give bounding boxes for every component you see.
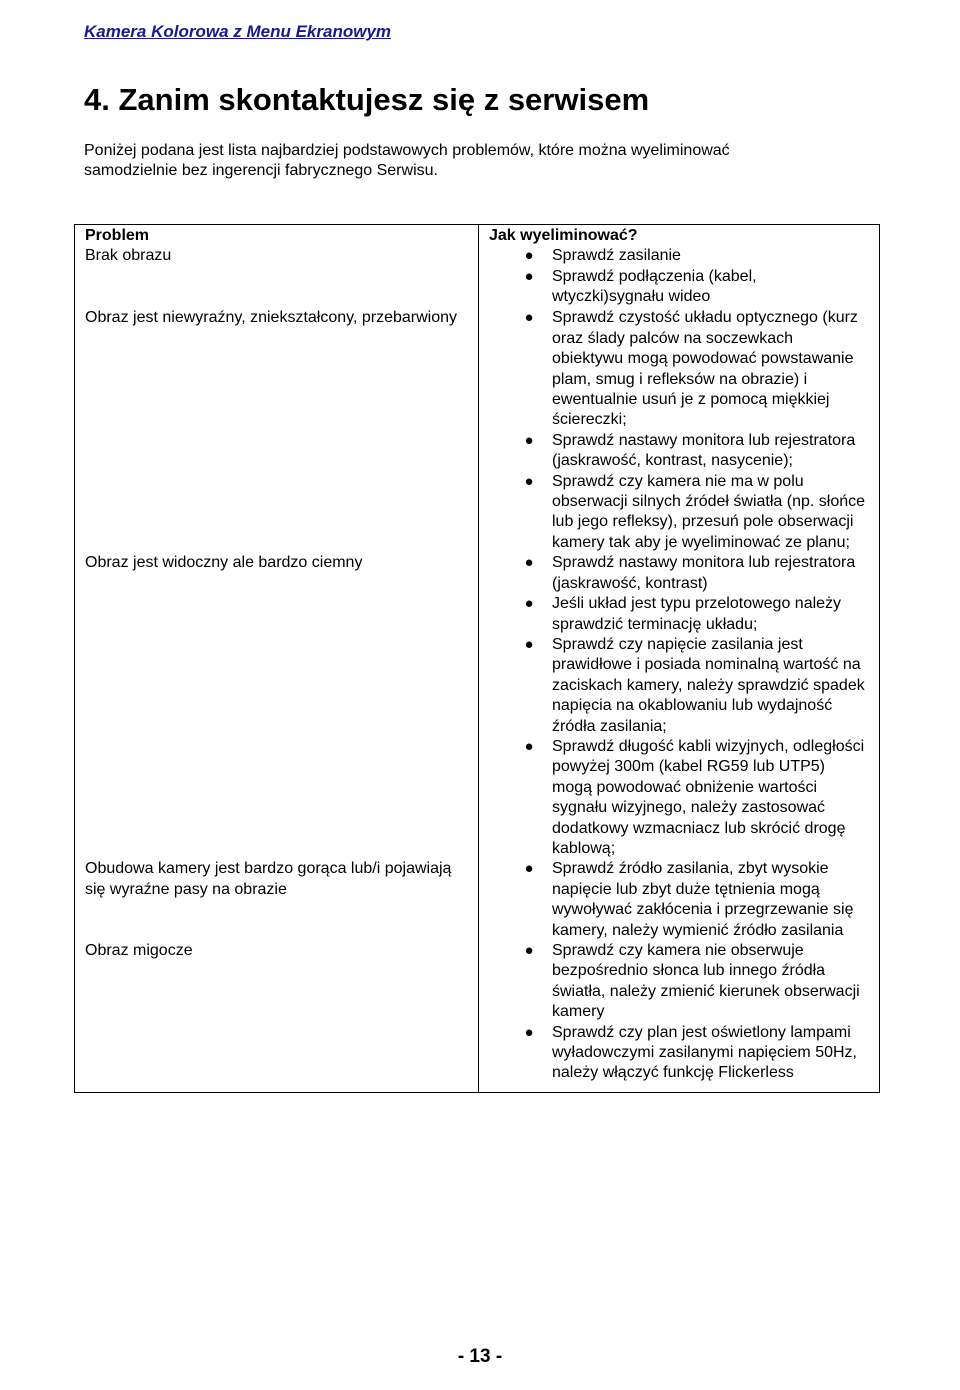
fix-text: Sprawdź czy kamera nie ma w polu obserwacji silnych źródeł światła (np. słońce lub jego refleksy), przesuń pole obserwacji kamery tak aby je wyeliminować ze planu; [552,472,866,551]
bullet-icon: ● [524,635,534,653]
fix-item [499,594,867,635]
bullet-icon: ● [524,595,534,613]
header-problem: Problem [75,225,479,247]
table-header-row [75,225,880,247]
bullet-icon: ● [524,309,534,327]
fix-text: Sprawdź czy napięcie zasilania jest prawidłowe i posiada nominalną wartość na zaciskach kamery, należy sprawdzić spadek napięcia na okablowaniu lub wydajność źródła zasilania; [552,635,865,735]
document-header: Kamera Kolorowa z Menu Ekranowym [84,22,392,41]
fix-item [499,1023,867,1084]
bullet-icon: ● [524,1023,534,1041]
table-row [75,308,880,553]
fix-list [499,553,869,859]
problem-cell: Obraz jest widoczny ale bardzo ciemny [75,553,479,859]
problem-cell: Brak obrazu [75,246,479,308]
bullet-icon: ● [524,431,534,449]
bullet-icon: ● [524,472,534,490]
bullet-icon: ● [524,860,534,878]
bullet-icon: ● [524,554,534,572]
fix-item [499,267,867,308]
page-number: - 13 - [457,1346,503,1367]
fix-text: Sprawdź podłączenia (kabel, wtyczki)sygnału wideo [552,267,757,306]
fix-item [499,941,867,1023]
bullet-icon: ● [524,737,534,755]
fix-item [499,246,867,266]
intro-paragraph: Poniżej podana jest lista najbardziej podstawowych problemów, które można wyeliminować samodzielnie bez ingerencji fabrycznego Serwisu. [84,142,730,179]
fix-item [499,472,867,554]
solution-cell [479,941,880,1092]
troubleshooting-table [74,224,880,1093]
problem-cell: Obudowa kamery jest bardzo gorąca lub/i pojawiają się wyraźne pasy na obrazie [75,859,479,941]
fix-text: Sprawdź nastawy monitora lub rejestratora (jaskrawość, kontrast, nasycenie); [552,431,856,470]
fix-item [499,431,867,472]
problem-cell: Obraz jest niewyraźny, zniekształcony, przebarwiony [75,308,479,553]
fix-text: Sprawdź zasilanie [552,247,681,265]
fix-item [499,859,867,941]
header-solution: Jak wyeliminować? [479,225,880,247]
solution-cell [479,553,880,859]
table-row [75,859,880,941]
bullet-icon: ● [524,942,534,959]
fix-text: Sprawdź czy plan jest oświetlony lampami wyładowczymi zasilanymi napięciem 50Hz, należy włączyć funkcję Flickerless [552,1023,857,1082]
solution-cell [479,308,880,553]
fix-list [499,941,869,1084]
section-title: 4. Zanim skontaktujesz się z serwisem [84,82,650,117]
table-row [75,553,880,859]
table-row [75,246,880,308]
fix-item [499,635,867,737]
solution-cell [479,246,880,308]
fix-item [499,308,867,430]
fix-text: Sprawdź czy kamera nie obserwuje bezpośrednio słonca lub innego źródła światła, należy zmienić kierunek obserwacji kamery [552,942,860,1021]
fix-text: Jeśli układ jest typu przelotowego należy sprawdzić terminację układu; [552,595,842,633]
fix-text: Sprawdź nastawy monitora lub rejestratora (jaskrawość, kontrast) [552,554,856,592]
fix-list [499,859,869,941]
fix-list [499,246,869,307]
problem-cell: Obraz migocze [75,941,479,1092]
bullet-icon: ● [524,247,534,265]
bullet-icon: ● [524,267,534,285]
fix-text: Sprawdź długość kabli wizyjnych, odległości powyżej 300m (kabel RG59 lub UTP5) mogą powodować obniżenie wartości sygnału wizyjnego, należy zastosować dodatkowy wzmacniacz lub skrócić drogę kablową; [552,737,865,857]
table-row [75,941,880,1092]
fix-list [499,308,869,553]
fix-item [499,553,867,594]
fix-item [499,737,867,859]
fix-text: Sprawdź czystość układu optycznego (kurz oraz ślady palców na soczewkach obiektywu mogą powodować powstawanie plam, smug i refleksów na obrazie) i ewentualnie usuń je z pomocą miękkiej ściereczki; [552,309,858,429]
solution-cell [479,859,880,941]
fix-text: Sprawdź źródło zasilania, zbyt wysokie napięcie lub zbyt duże tętnienia mogą wywoływać zakłócenia i przegrzewanie się kamery, należy wymienić źródło zasilania [552,860,854,939]
